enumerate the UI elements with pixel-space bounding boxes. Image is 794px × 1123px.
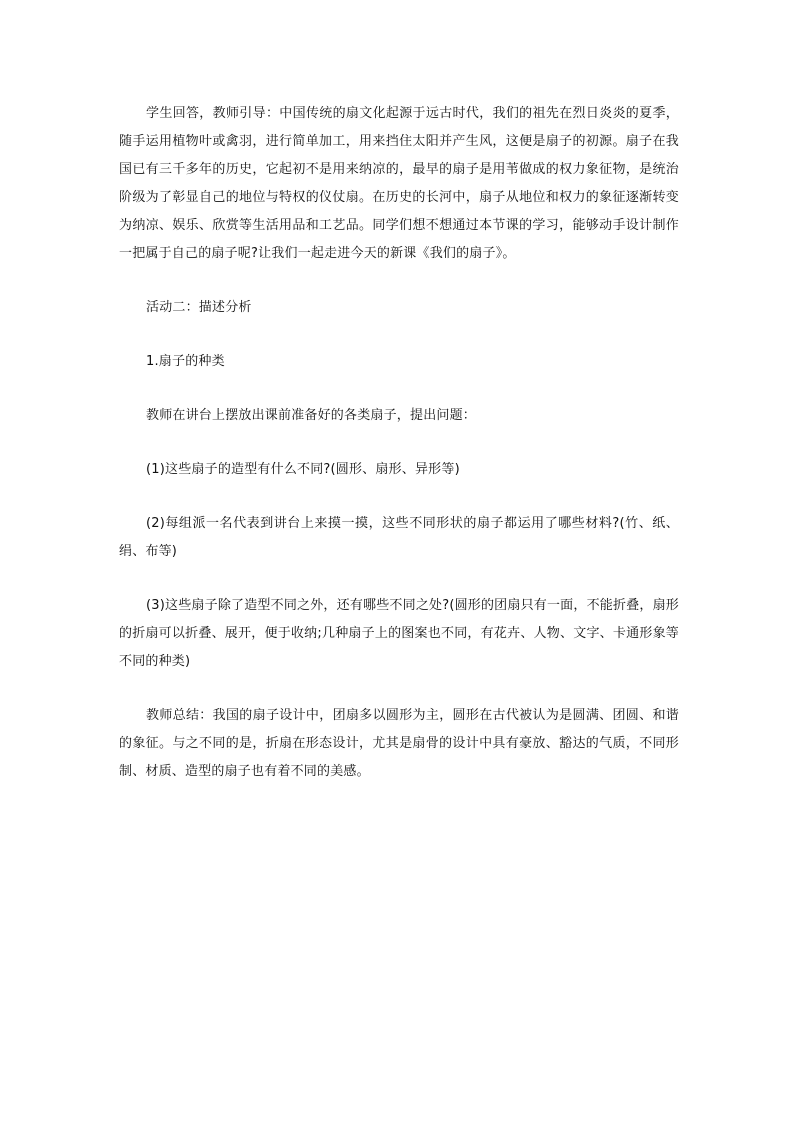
paragraph-teacher-question: 教师在讲台上摆放出课前准备好的各类扇子，提出问题： — [146, 408, 477, 423]
question-3: (3)这些扇子除了造型不同之外，还有哪些不同之处?(圆形的团扇只有一面，不能折叠，扇形的折扇可以折叠、展开，便于收纳;几种扇子上的图案也不同，有花卉、人物、文字、卡通形象等不同的种类) — [119, 598, 679, 669]
paragraph-intro: 学生回答，教师引导：中国传统的扇文化起源于远古时代，我们的祖先在烈日炎炎的夏季，随手运用植物叶或禽羽，进行简单加工，用来挡住太阳并产生风，这便是扇子的初源。扇子在我国已有三千多年的历史，它起初不是用来纳凉的，最早的扇子是用苇做成的权力象征物，是统治阶级为了彰显自己的地位与特权的仪仗扇。在历史的长河中，扇子从地位和权力的象征逐渐转变为纳凉、娱乐、欣赏等生活用品和工艺品。同学们想不想通过本节课的学习，能够动手设计制作一把属于自己的扇子呢?让我们一起走进今天的新课《我们的扇子》。 — [119, 106, 679, 261]
document-body — [119, 100, 679, 812]
paragraph-teacher-summary: 教师总结：我国的扇子设计中，团扇多以圆形为主，圆形在古代被认为是圆满、团圆、和谐的象征。与之不同的是，折扇在形态设计，尤其是扇骨的设计中具有豪放、豁达的气质，不同形制、材质、造型的扇子也有着不同的美感。 — [119, 708, 679, 779]
subheading-fan-types: 1.扇子的种类 — [146, 354, 225, 369]
question-1: (1)这些扇子的造型有什么不同?(圆形、扇形、异形等) — [146, 462, 460, 477]
heading-activity-two: 活动二：描述分析 — [146, 300, 252, 315]
question-2: (2)每组派一名代表到讲台上来摸一摸，这些不同形状的扇子都运用了哪些材料?(竹、纸、绢、布等) — [119, 516, 679, 559]
